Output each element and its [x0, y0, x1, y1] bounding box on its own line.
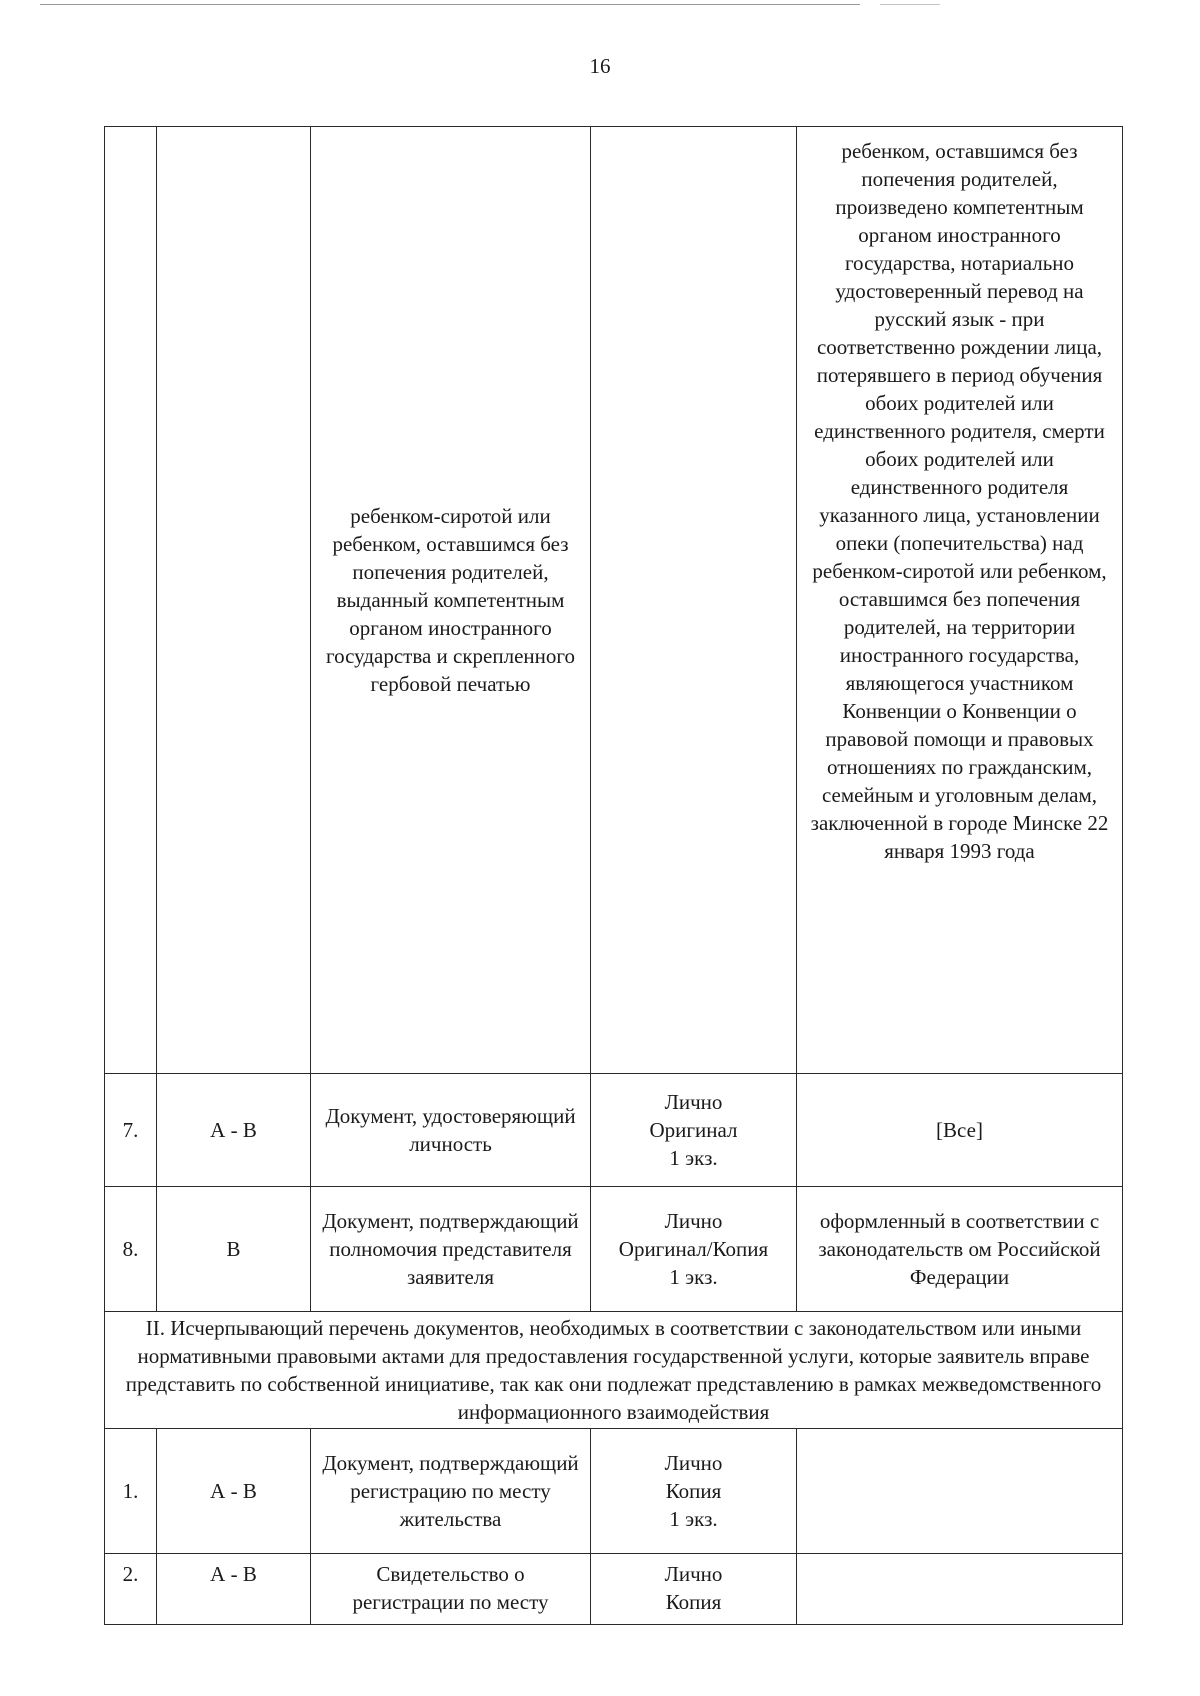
- table-cell-submission: [591, 1074, 797, 1187]
- copies-count: 1 экз.: [669, 1507, 718, 1531]
- scan-edge-line: [40, 4, 860, 5]
- table-cell-number: 7.: [105, 1074, 157, 1187]
- section-heading-row: [105, 1312, 1123, 1429]
- scan-edge-line: [880, 4, 940, 5]
- table-cell-submission: [591, 1429, 797, 1554]
- section-heading: II. Исчерпывающий перечень документов, необходимых в соответствии с законодательством или иными нормативными правовыми актами для предоставления государственной услуги, которые заявитель вправе представить по собственной инициативе, так как они подлежат представлению в рамках межведомственного информационного взаимодействия: [105, 1312, 1123, 1429]
- table-cell-document: Документ, подтверждающий полномочия представителя заявителя: [311, 1187, 591, 1312]
- table-row: [105, 1429, 1123, 1554]
- submission-method: Лично: [664, 1562, 723, 1586]
- document-form: Копия: [665, 1479, 722, 1503]
- table-cell-number: 1.: [105, 1429, 157, 1554]
- table-cell-document: ребенком-сиротой или ребенком, оставшимся без попечения родителей, выданный компетентным органом иностранного государства и скрепленного гербовой печатью: [311, 127, 591, 1074]
- table-cell-category: В: [157, 1187, 311, 1312]
- documents-table: [104, 126, 1123, 1625]
- table-cell-number: 2.: [105, 1554, 157, 1625]
- table-cell-requirements: оформленный в соответствии с законодательств ом Российской Федерации: [797, 1187, 1123, 1312]
- table-row: [105, 1554, 1123, 1625]
- table-cell-requirements: [797, 1554, 1123, 1625]
- table-cell-submission: [591, 1187, 797, 1312]
- table-cell-submission: [591, 127, 797, 1074]
- table-cell-category: А - В: [157, 1429, 311, 1554]
- table-row: [105, 1187, 1123, 1312]
- table-cell-document: Свидетельство о регистрации по месту: [311, 1554, 591, 1625]
- page-number: 16: [589, 54, 611, 78]
- table-cell-submission: [591, 1554, 797, 1625]
- table-cell-number: [105, 127, 157, 1074]
- submission-method: Лично: [664, 1209, 723, 1233]
- table-cell-document: Документ, подтверждающий регистрацию по месту жительства: [311, 1429, 591, 1554]
- copies-count: 1 экз.: [669, 1265, 718, 1289]
- submission-method: Лично: [664, 1451, 723, 1475]
- submission-method: Лично: [664, 1090, 723, 1114]
- document-form: Оригинал: [649, 1118, 738, 1142]
- table-cell-requirements: [797, 1429, 1123, 1554]
- table-cell-requirements: ребенком, оставшимся без попечения родителей, произведено компетентным органом иностранного государства, нотариально удостоверенный перевод на русский язык - при соответственно рождении лица, потерявшего в период обучения обоих родителей или единственного родителя, смерти обоих родителей или единственного родителя указанного лица, установлении опеки (попечительства) над ребенком-сиротой или ребенком, оставшимся без попечения родителей, на территории иностранного государства, являющегося участником Конвенции о Конвенции о правовой помощи и правовых отношениях по гражданским, семейным и уголовным делам, заключенной в городе Минске 22 января 1993 года: [797, 127, 1123, 1074]
- document-form: Оригинал/Копия: [618, 1237, 769, 1261]
- table-cell-category: А - В: [157, 1554, 311, 1625]
- table-row: [105, 127, 1123, 1074]
- table-cell-category: [157, 127, 311, 1074]
- copies-count: 1 экз.: [669, 1146, 718, 1170]
- table-cell-category: А - В: [157, 1074, 311, 1187]
- table-cell-document: Документ, удостоверяющий личность: [311, 1074, 591, 1187]
- table-cell-number: 8.: [105, 1187, 157, 1312]
- table-cell-requirements: [Все]: [797, 1074, 1123, 1187]
- document-form: Копия: [665, 1590, 722, 1614]
- table-row: [105, 1074, 1123, 1187]
